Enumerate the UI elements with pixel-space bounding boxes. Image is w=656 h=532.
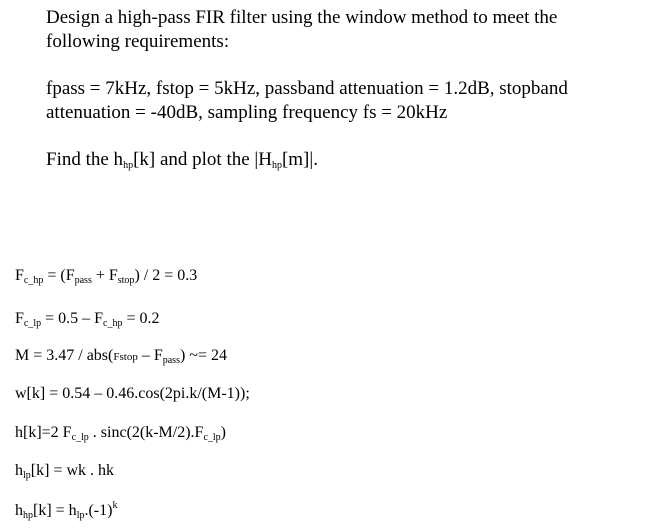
equation-fc-hp: $F_{c\_hp} = (F_{pass} + F_{stop}) / 2 = 0.3$ [15, 267, 198, 286]
equation-hk: h[k]=2 $F_{c\_lp}$ . $\sin c(2(k-M/2).F_{c\_lp})$ [15, 424, 226, 443]
problem-task: Find the $h_{hp}[k]$ and plot the $|H_{hp}[m]|$. [46, 149, 318, 171]
problem-line-1: Design a high-pass FIR filter using the window method to meet the [46, 7, 558, 28]
equation-m: M = 3.47 / abs(Fstop – $F_{pass}$) ~= 24 [15, 347, 227, 366]
equation-hlp: $h_{lp}[k]$ = wk . hk [15, 462, 115, 481]
problem-intro [46, 6, 646, 54]
problem-statement [46, 6, 646, 172]
spec-line-2: attenuation = -40dB, sampling frequency fs = 20kHz [46, 102, 448, 123]
spec-line-1: fpass = 7kHz, fstop = 5kHz, passband attenuation = 1.2dB, stopband [46, 78, 568, 99]
problem-specs [46, 77, 646, 125]
problem-line-2: following requirements: [46, 31, 230, 52]
equation-fc-lp: $F_{c\_lp} = 0.5 - F_{c\_hp} = 0.2$ [15, 310, 160, 329]
equation-hhp: $h_{hp}[k] = h_{lp}.(-1)^k$ [15, 500, 118, 521]
equation-window: w[k] = 0.54 – 0.46.cos(2pi.k/(M-1)); [15, 385, 250, 402]
